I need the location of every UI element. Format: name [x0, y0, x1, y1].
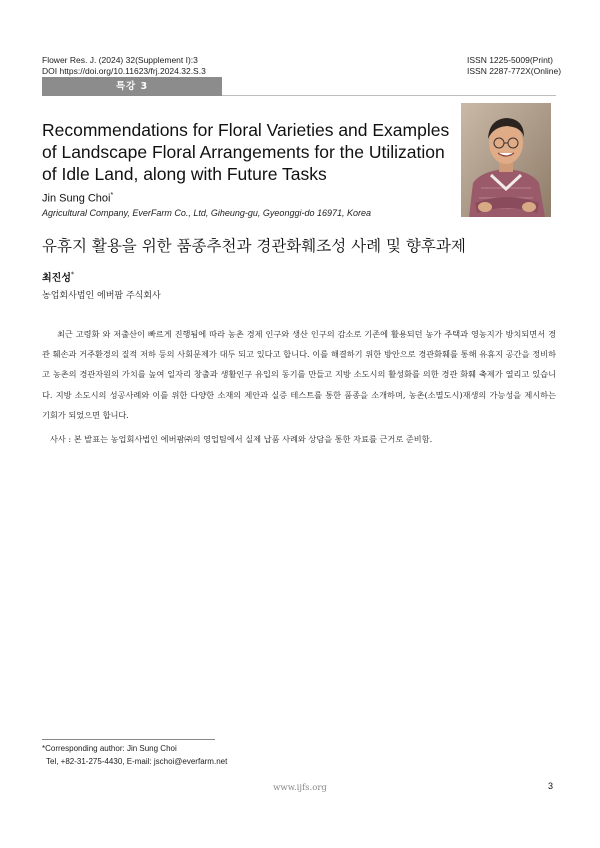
korean-author-mark: *: [70, 271, 74, 279]
acknowledgement-paragraph: 사사 : 본 발표는 농업회사법인 에버팜㈜의 영업팀에서 실제 납품 사례와 상담을 통한 자료를 근거로 준비함.: [50, 434, 433, 444]
korean-author-name: 최진성*: [42, 271, 74, 284]
corresponding-author-note: *Corresponding author: Jin Sung Choi: [42, 744, 177, 753]
page-number: 3: [548, 781, 554, 791]
contact-note: Tel, +82-31-275-4430, E-mail: jschoi@everfarm.net: [46, 757, 228, 766]
author-photo: [461, 103, 551, 217]
journal-website[interactable]: www.ijfs.org: [273, 783, 327, 793]
journal-citation: Flower Res. J. (2024) 32(Supplement I):3: [42, 55, 198, 65]
footnote-rule: [42, 739, 215, 740]
korean-title: 유휴지 활용을 위한 품종추천과 경관화훼조성 사례 및 향후과제: [42, 237, 466, 255]
author-mark: *: [110, 192, 114, 199]
author-affiliation: Agricultural Company, EverFarm Co., Ltd, Giheung-gu, Gyeonggi-do 16971, Korea: [42, 208, 372, 218]
doi-line: DOI https://doi.org/10.11623/frj.2024.32.S.3: [42, 66, 206, 76]
banner-divider: [222, 95, 556, 96]
abstract-paragraph: 최근 고령화 와 저출산이 빠르게 진행됨에 따라 농촌 경제 인구와 생산 인구의 감소로 기존에 활용되던 농가 주택과 영농지가 방치되면서 경관 훼손과 거주환경의 질적 저하 등의 사회문제가 대두 되고 있다고 합니다. 이를 해결하기 위한 방안으로 경관화훼를 통해 유휴지 공간을 정비하고 농촌의 경관자원의 가치를 높여 일자리 창출과 생활인구 유입의 동기를 만들고 지방 소도시의 활성화를 의한 경관 화훼 축제가 열리고 있습니다. 지방 소도시의 성공사례와 이를 위한 다양한 소재의 제안과 실증 테스트를 통한 품종을 소개하며, 농촌(소멸도시)재생의 가능성을 제시하는 기회가 되었으면 합니다.: [42, 329, 556, 420]
section-banner: 특강 3: [42, 77, 222, 96]
korean-affiliation: 농업회사법인 에버팜 주식회사: [42, 291, 161, 301]
article-title: Recommendations for Floral Varieties and Examples of Landscape Floral Arrangements for the Utilization of Idle Land, along with Future Tasks: [42, 120, 450, 184]
issn-print: ISSN 1225-5009(Print): [467, 55, 553, 65]
author-name: Jin Sung Choi*: [42, 192, 114, 205]
issn-online: ISSN 2287-772X(Online): [467, 66, 562, 76]
